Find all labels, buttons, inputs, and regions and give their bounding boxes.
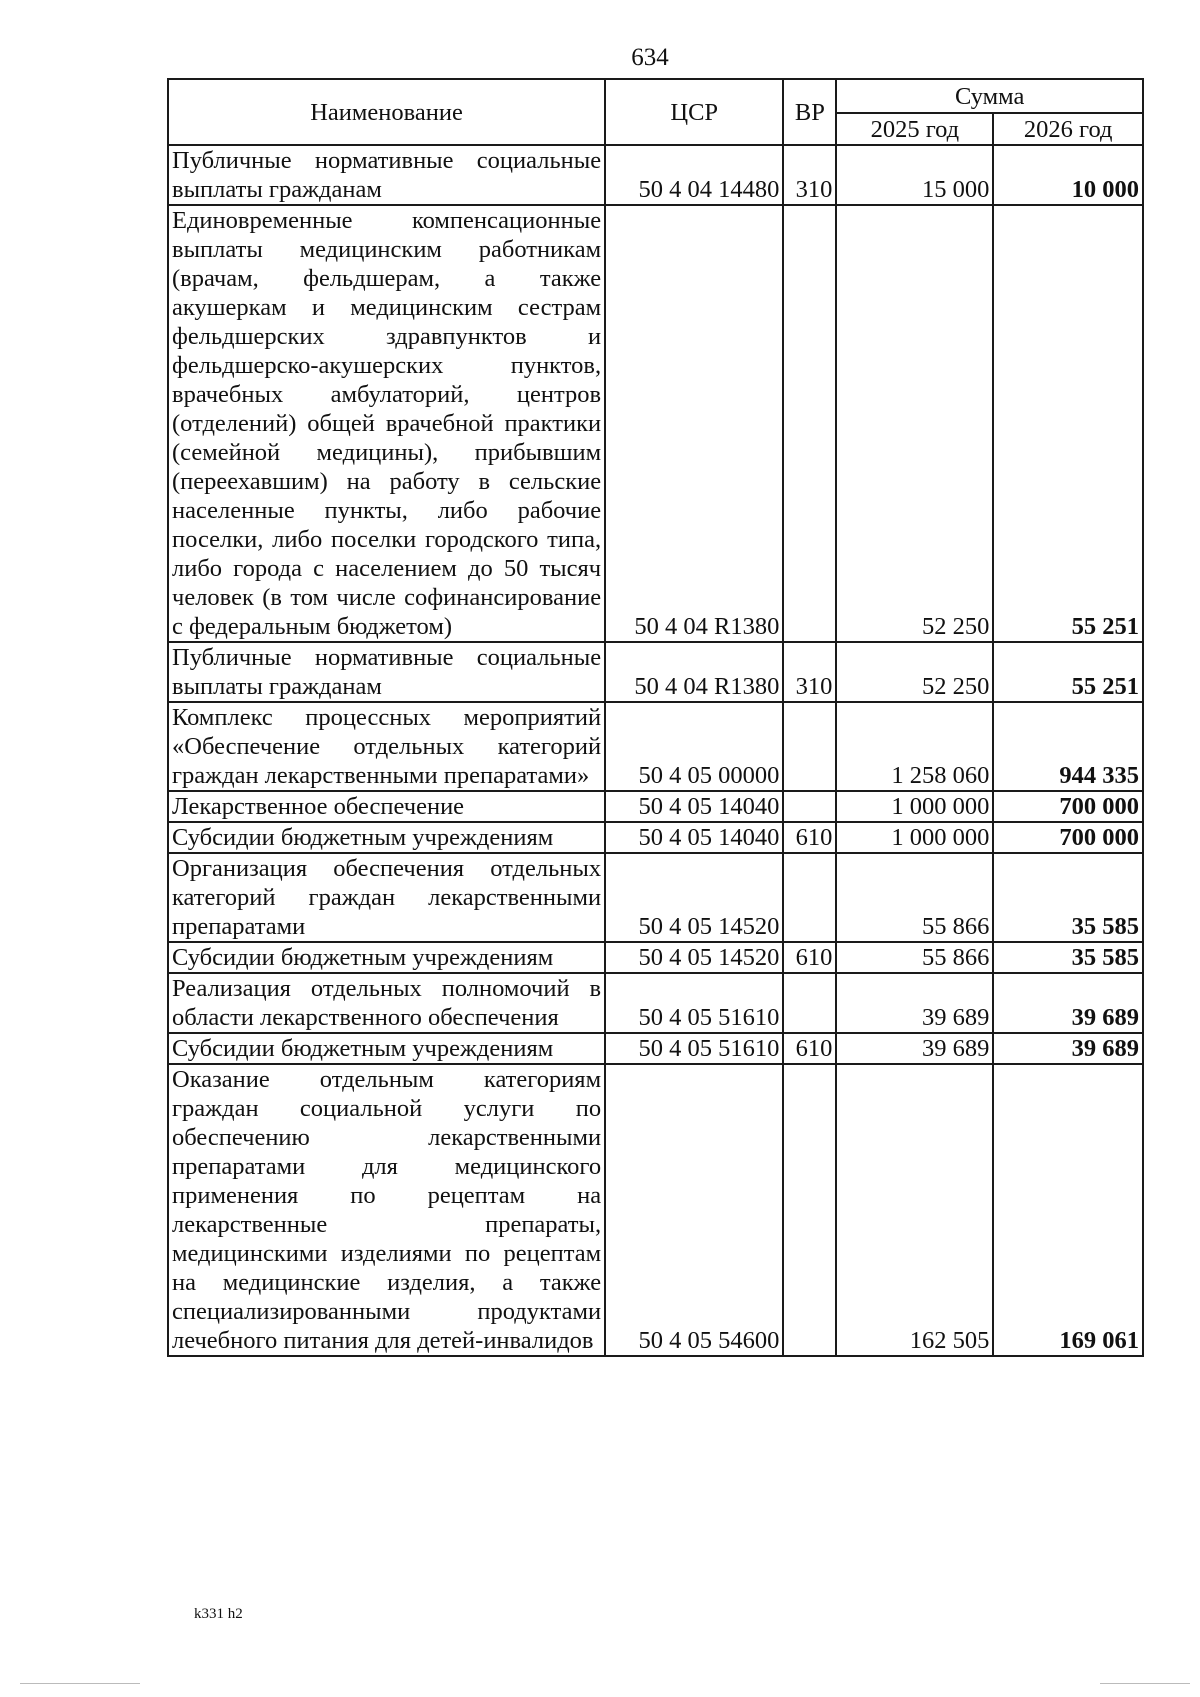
row-csr: 50 4 05 54600 xyxy=(605,1064,783,1356)
row-vr xyxy=(783,205,836,642)
row-name: Оказание отдельным категориям граждан социальной услуги по обеспечению лекарственными препаратами для медицинского применения по рецептам на лекарственные препараты, медицинскими изделиями по рецептам на медицинские изделия, а также специализированными продуктами лечебного питания для детей-инвалидов xyxy=(168,1064,605,1356)
row-csr: 50 4 04 R1380 xyxy=(605,205,783,642)
row-csr: 50 4 05 14040 xyxy=(605,791,783,822)
table-row xyxy=(168,942,1143,973)
row-vr: 610 xyxy=(783,942,836,973)
budget-table xyxy=(167,78,1144,1357)
row-sum-2026: 55 251 xyxy=(993,205,1143,642)
header-sum: Сумма xyxy=(836,79,1143,113)
row-csr: 50 4 05 14520 xyxy=(605,853,783,942)
row-sum-2025: 52 250 xyxy=(836,642,993,702)
header-csr: ЦСР xyxy=(605,79,783,145)
row-name: Лекарственное обеспечение xyxy=(168,791,605,822)
row-sum-2026: 944 335 xyxy=(993,702,1143,791)
row-sum-2025: 1 000 000 xyxy=(836,822,993,853)
row-vr: 310 xyxy=(783,642,836,702)
table-row xyxy=(168,853,1143,942)
table-row xyxy=(168,973,1143,1033)
row-csr: 50 4 05 14040 xyxy=(605,822,783,853)
header-vr: ВР xyxy=(783,79,836,145)
row-sum-2026: 55 251 xyxy=(993,642,1143,702)
row-vr xyxy=(783,791,836,822)
row-vr: 610 xyxy=(783,822,836,853)
table-row xyxy=(168,1064,1143,1356)
row-name: Субсидии бюджетным учреждениям xyxy=(168,1033,605,1064)
row-csr: 50 4 05 51610 xyxy=(605,1033,783,1064)
row-vr: 610 xyxy=(783,1033,836,1064)
row-sum-2026: 35 585 xyxy=(993,942,1143,973)
row-sum-2025: 1 000 000 xyxy=(836,791,993,822)
row-sum-2026: 39 689 xyxy=(993,1033,1143,1064)
table-row xyxy=(168,702,1143,791)
row-csr: 50 4 04 14480 xyxy=(605,145,783,205)
row-name: Публичные нормативные социальные выплаты гражданам xyxy=(168,145,605,205)
row-name: Субсидии бюджетным учреждениям xyxy=(168,822,605,853)
page-number: 634 xyxy=(631,44,669,71)
row-sum-2025: 39 689 xyxy=(836,973,993,1033)
row-vr: 310 xyxy=(783,145,836,205)
header-year-2026: 2026 год xyxy=(993,113,1143,145)
table-row xyxy=(168,205,1143,642)
row-sum-2025: 55 866 xyxy=(836,853,993,942)
row-sum-2025: 52 250 xyxy=(836,205,993,642)
row-vr xyxy=(783,702,836,791)
row-sum-2026: 10 000 xyxy=(993,145,1143,205)
table-row xyxy=(168,822,1143,853)
row-csr: 50 4 04 R1380 xyxy=(605,642,783,702)
table-row xyxy=(168,642,1143,702)
row-vr xyxy=(783,973,836,1033)
row-name: Реализация отдельных полномочий в области лекарственного обеспечения xyxy=(168,973,605,1033)
scan-artifact xyxy=(1100,1683,1190,1684)
footer-code: k331 h2 xyxy=(194,1606,243,1622)
row-sum-2026: 700 000 xyxy=(993,822,1143,853)
row-vr xyxy=(783,853,836,942)
row-csr: 50 4 05 51610 xyxy=(605,973,783,1033)
table-header xyxy=(168,79,1143,145)
row-sum-2025: 39 689 xyxy=(836,1033,993,1064)
row-sum-2026: 35 585 xyxy=(993,853,1143,942)
row-vr xyxy=(783,1064,836,1356)
row-sum-2025: 55 866 xyxy=(836,942,993,973)
row-name: Единовременные компенсационные выплаты медицинским работникам (врачам, фельдшерам, а также акушеркам и медицинским сестрам фельдшерских здравпунктов и фельдшерско-акушерских пунктов, врачебных амбулаторий, центров (отделений) общей врачебной практики (семейной медицины), прибывшим (переехавшим) на работу в сельские населенные пункты, либо рабочие поселки, либо поселки городского типа, либо города с населением до 50 тысяч человек (в том числе софинансирование с федеральным бюджетом) xyxy=(168,205,605,642)
scan-artifact xyxy=(20,1683,140,1684)
row-sum-2026: 39 689 xyxy=(993,973,1143,1033)
row-name: Комплекс процессных мероприятий «Обеспечение отдельных категорий граждан лекарственными препаратами» xyxy=(168,702,605,791)
table-row xyxy=(168,791,1143,822)
table-body xyxy=(168,145,1143,1356)
row-csr: 50 4 05 00000 xyxy=(605,702,783,791)
row-sum-2026: 169 061 xyxy=(993,1064,1143,1356)
header-year-2025: 2025 год xyxy=(836,113,993,145)
row-sum-2025: 1 258 060 xyxy=(836,702,993,791)
row-csr: 50 4 05 14520 xyxy=(605,942,783,973)
header-name: Наименование xyxy=(168,79,605,145)
row-name: Публичные нормативные социальные выплаты гражданам xyxy=(168,642,605,702)
row-name: Субсидии бюджетным учреждениям xyxy=(168,942,605,973)
row-sum-2025: 15 000 xyxy=(836,145,993,205)
row-sum-2025: 162 505 xyxy=(836,1064,993,1356)
table-row xyxy=(168,145,1143,205)
row-name: Организация обеспечения отдельных категорий граждан лекарственными препаратами xyxy=(168,853,605,942)
table-row xyxy=(168,1033,1143,1064)
row-sum-2026: 700 000 xyxy=(993,791,1143,822)
